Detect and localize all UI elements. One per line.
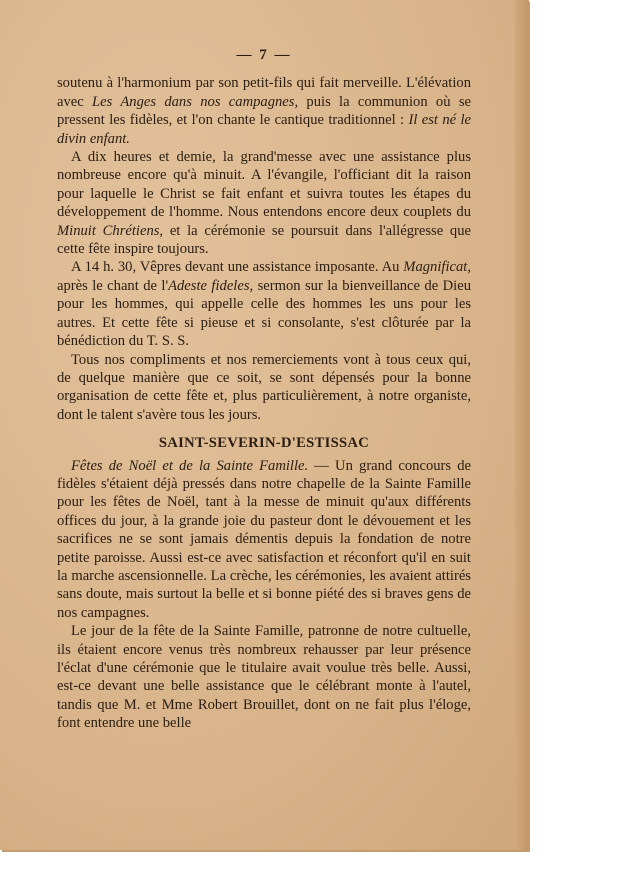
paragraph-1: soutenu à l'harmonium par son petit-fils qui fait merveille. L'élévation avec Les Anges dans nos campagnes, puis la communion où se pressent les fidèles, et l'on chante le cantique traditionnel : Il est né le divin enfant. bbox=[57, 75, 471, 147]
paragraph-4: Tous nos compliments et nos remerciements vont à tous ceux qui, de quelque manière que ce soit, se sont dépensés pour la bonne organisation de cette fête et, plus particulièrement, à notre organiste, dont le talent s'avère tous les jours. bbox=[57, 351, 471, 423]
document-body bbox=[57, 46, 471, 733]
paper-edge bbox=[515, 0, 529, 850]
paragraph-2: A dix heures et demie, la grand'messe avec une assistance plus nombreuse encore qu'à minuit. A l'évangile, l'officiant dit la raison pour laquelle le Christ se fait enfant et suivra toutes les étapes du développement de l'homme. Nous entendons encore deux couplets du Minuit Chrétiens, et la cérémonie se poursuit dans l'allégresse que cette fête inspire toujours. bbox=[57, 149, 471, 258]
paragraph-3: A 14 h. 30, Vêpres devant une assistance imposante. Au Magnificat, après le chant de l'Adeste fideles, sermon sur la bienveillance de Dieu pour les hommes, qui appelle celle des hommes les uns pour les autres. Et cette fête si pieuse et si consolante, s'est clôturée par la bénédiction du T. S. S. bbox=[57, 259, 471, 350]
paragraph-6: Le jour de la fête de la Sainte Famille, patronne de notre cultuelle, ils étaient encore venus très nombreux rehausser par leur présence l'éclat d'une cérémonie que le titulaire avait voulue très belle. Aussi, est-ce devant une belle assistance que le célébrant monte à l'autel, tandis que M. et Mme Robert Brouillet, dont on ne fait plus l'éloge, font entendre une belle bbox=[57, 623, 471, 732]
section-heading: SAINT-SEVERIN-D'ESTISSAC bbox=[158, 435, 370, 452]
page-number: — 7 — bbox=[236, 47, 292, 63]
paragraph-5: Fêtes de Noël et de la Sainte Famille. — Un grand concours de fidèles s'étaient déjà pressés dans notre chapelle de la Sainte Famille pour les fêtes de Noël, tant à la messe de minuit qu'aux différents offices du jour, à la grande joie du pasteur dont le dévouement et les sacrifices ne se sont jamais démentis depuis la fondation de notre petite paroisse. Aussi est-ce avec satisfaction et réconfort qu'il en suit la marche ascensionnelle. La crèche, les cérémonies, les avaient attirés sans doute, mais surtout la belle et si bonne piété des si braves gens de nos campagnes. bbox=[57, 457, 472, 621]
